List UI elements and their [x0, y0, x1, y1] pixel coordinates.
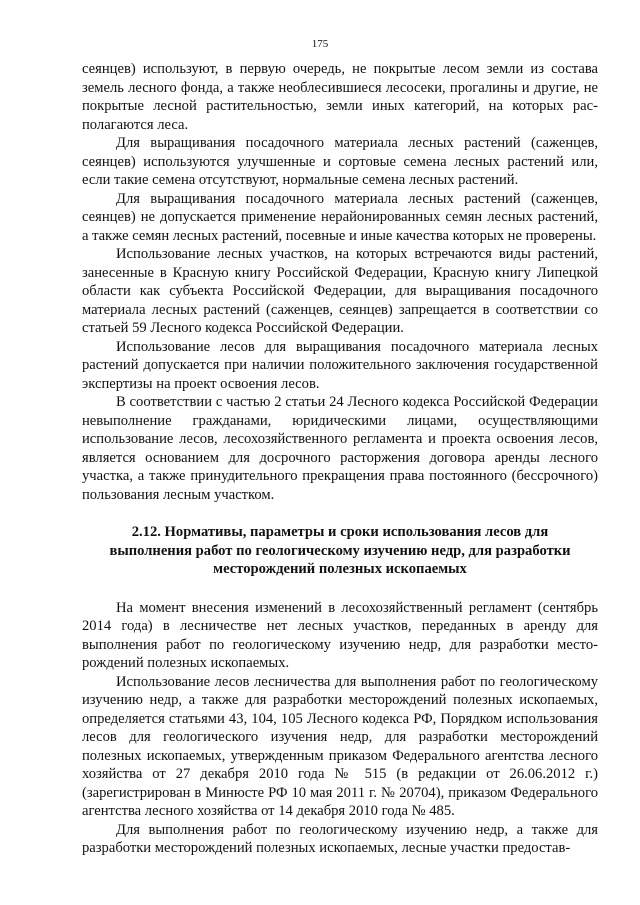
paragraph: Использование лесов для выращивания посадочного материала лесных растений допускается при наличии положительного заключения государственной экспертизы на проект освоения лесов.: [82, 338, 598, 392]
paragraph: Для выполнения работ по геологическому изучению недр, а также для разработки месторождений полезных ископаемых, лесные участки предостав-: [82, 821, 598, 856]
page-number: 175: [311, 38, 329, 50]
paragraph: На момент внесения изменений в лесохозяйственный регламент (сентябрь 2014 года) в лесничестве нет лесных участков, переданных в аренду для выполнения работ по геологическому изучению недр, для разработки месторождений полезных ископаемых.: [82, 599, 598, 671]
paragraph: сеянцев) используют, в первую очередь, не покрытые лесом земли из состава земель лесного фонда, а также необлесившиеся лесосеки, прогалины и другие, не покрытые лесной растительностью, земли иных категорий, на которых располагаются леса.: [82, 61, 598, 133]
paragraph: В соответствии с частью 2 статьи 24 Лесного кодекса Российской Федерации невыполнение гражданами, юридическими лицами, осуществляющими использование лесов, лесохозяйственного регламента и проекта освоения лесов, является основанием для досрочного расторжения договора аренды лесного участка, а также принудительного прекращения права постоянного (бессрочного) пользования лесным участком.: [82, 394, 598, 503]
paragraph: Использование лесных участков, на которых встречаются виды растений, занесенные в Красную книгу Российской Федерации, Красную книгу Липецкой области как субъекта Российской Федерации, для выращивания посадочного материала лесных растений (саженцев, сеянцев) запрещается в соответствии со статьей 59 Лесного кодекса Российской Федерации.: [82, 246, 598, 336]
paragraph: Для выращивания посадочного материала лесных растений (саженцев, сеянцев) используются улучшенные и сортовые семена лесных растений или, если такие семена отсутствуют, нормальные семена лесных растений.: [82, 135, 598, 188]
paragraph: Для выращивания посадочного материала лесных растений (саженцев, сеянцев) не допускается применение нерайонированных семян лесных растений, а также семян лесных растений, посевные и иные качества которых не проверены.: [82, 190, 598, 244]
paragraph: Использование лесов лесничества для выполнения работ по геологическому изучению недр, а также для разработки месторождений полезных ископаемых, определяется статьями 43, 104, 105 Лесного кодекса РФ, Порядком использования лесов для геологического изучения недр, для разработки месторождений полезных ископаемых, утвержденным приказом Федерального агентства лесного хозяйства от 27 декабря 2010 года № 515 (в редакции от 26.06.2012 г.) (зарегистрирован в Минюсте РФ 10 мая 2011 г. № 20704), приказом Федерального агентства лесного хозяйства от 14 декабря 2010 года № 485.: [82, 673, 598, 819]
section-heading: 2.12. Нормативы, параметры и сроки использования лесов для выполнения работ по геологическому изучению недр, для разработки месторождений полезных ископаемых: [109, 524, 571, 577]
document-body: [82, 60, 598, 858]
